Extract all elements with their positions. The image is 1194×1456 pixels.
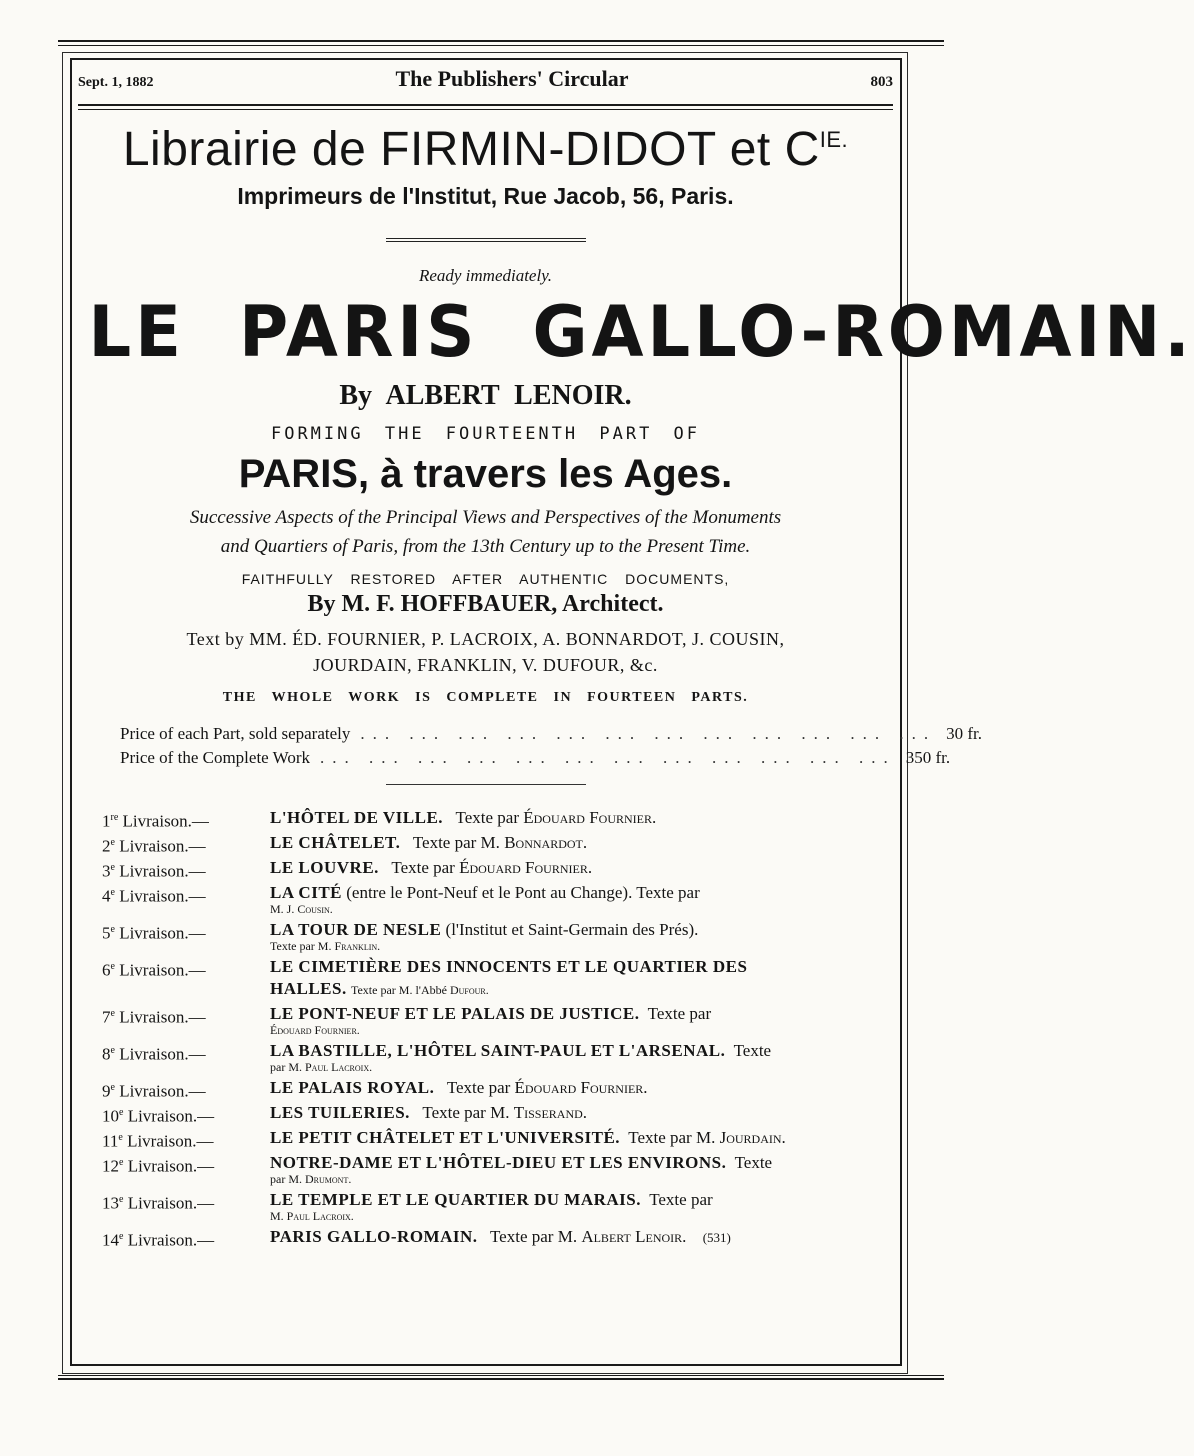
- livraison-text: Texte par M.: [628, 1127, 716, 1147]
- series-note: FORMING THE FOURTEENTH PART OF: [270, 423, 701, 444]
- livraison-item: [78, 919, 893, 953]
- livraison-item: [78, 1152, 893, 1186]
- livraison-item: [78, 857, 893, 879]
- livraison-title: LA CITÉ: [270, 882, 342, 902]
- livraison-text: Texte par: [391, 857, 455, 877]
- livraison-title: LA BASTILLE, L'HÔTEL SAINT-PAUL ET L'ARSENAL.: [270, 1040, 726, 1060]
- livraison-author-line: Texte par M. Franklin.: [270, 938, 381, 953]
- livraison-author: Édouard Fournier.: [514, 1077, 648, 1097]
- livraison-item: [78, 1077, 893, 1099]
- livraison-item: [78, 807, 893, 829]
- top-border-rule: [58, 40, 944, 48]
- livraison-number: 3e Livraison.—: [102, 861, 206, 881]
- livraison-item: [78, 1003, 893, 1037]
- price-value: 350 fr.: [905, 747, 951, 767]
- livraison-text: Texte par: [649, 1189, 713, 1209]
- reference-number: (531): [702, 1229, 731, 1245]
- livraison-item: [78, 956, 893, 1000]
- livraison-number: 12e Livraison.—: [102, 1156, 215, 1176]
- leader-dots: [350, 722, 946, 746]
- header-double-rule: [78, 104, 893, 110]
- livraison-text: Texte par: [455, 807, 519, 827]
- livraison-title: LE PETIT CHÂTELET ET L'UNIVERSITÉ.: [270, 1127, 621, 1147]
- livraison-author-line: Texte par M. l'Abbé Dufour.: [350, 982, 489, 997]
- completion-note: THE WHOLE WORK IS COMPLETE IN FOURTEEN PARTS.: [222, 689, 749, 705]
- book-title: LE PARIS GALLO-ROMAIN.: [88, 291, 1194, 373]
- separator-rule: [386, 784, 586, 785]
- price-label: Price of each Part, sold separately: [120, 723, 351, 743]
- advertisement-page: [78, 66, 1194, 1252]
- livraison-text: Texte par: [446, 1077, 511, 1097]
- livraison-number: 11e Livraison.—: [102, 1131, 214, 1151]
- livraison-title: LE CHÂTELET.: [270, 832, 401, 852]
- page-number: 803: [870, 74, 893, 90]
- book-author: By ALBERT LENOIR.: [339, 379, 632, 411]
- livraison-author: Jourdain.: [719, 1127, 786, 1147]
- subtitle-line: and Quartiers of Paris, from the 13th Century up to the Present Time.: [220, 535, 751, 557]
- livraison-number: 4e Livraison.—: [102, 886, 206, 906]
- livraison-title: LE LOUVRE.: [270, 857, 379, 877]
- series-title: PARIS, à travers les Ages.: [238, 451, 733, 496]
- livraison-item: [78, 1040, 893, 1074]
- livraison-number: 2e Livraison.—: [102, 836, 206, 856]
- separator-rule: [386, 238, 586, 242]
- livraison-text: Texte: [734, 1152, 773, 1172]
- livraison-item: [78, 1226, 893, 1249]
- publisher-name: [78, 122, 893, 177]
- livraison-author: Bonnardot.: [504, 832, 588, 852]
- text-authors-line: JOURDAIN, FRANKLIN, V. DUFOUR, &c.: [313, 654, 658, 675]
- livraison-item: [78, 1127, 893, 1149]
- livraison-author-line: par M. Drumont.: [270, 1171, 352, 1186]
- restoration-note: FAITHFULLY RESTORED AFTER AUTHENTIC DOCUMENTS,: [241, 570, 730, 587]
- price-value: 30 fr.: [946, 723, 982, 743]
- livraison-text: (entre le Pont-Neuf et le Pont au Change). Texte par: [346, 882, 700, 902]
- livraison-title: LE PONT-NEUF ET LE PALAIS DE JUSTICE.: [270, 1003, 640, 1023]
- text-authors: [78, 626, 893, 678]
- availability-notice: Ready immediately.: [418, 266, 553, 285]
- price-label: Price of the Complete Work: [120, 747, 310, 767]
- livraison-number: 7e Livraison.—: [102, 1007, 206, 1027]
- livraison-title-continued: HALLES.: [270, 978, 347, 998]
- livraison-title: LE CIMETIÈRE DES INNOCENTS ET LE QUARTIER DES: [270, 956, 748, 976]
- livraison-number: 10e Livraison.—: [102, 1106, 215, 1126]
- livraison-author-line: M. Paul Lacroix.: [270, 1208, 354, 1223]
- publisher-name-text: Librairie de FIRMIN-DIDOT et C: [122, 123, 820, 176]
- publisher-name-superscript: IE.: [819, 127, 849, 152]
- price-row: [120, 746, 951, 770]
- livraison-list: [78, 807, 893, 1249]
- livraison-number: 8e Livraison.—: [102, 1044, 206, 1064]
- livraison-number: 13e Livraison.—: [102, 1193, 215, 1213]
- livraison-title: L'HÔTEL DE VILLE.: [270, 807, 444, 827]
- livraison-text: Texte par: [647, 1003, 712, 1023]
- livraison-text: Texte par M.: [422, 1102, 510, 1122]
- livraison-number: 14e Livraison.—: [102, 1230, 215, 1250]
- livraison-number: 6e Livraison.—: [102, 960, 206, 980]
- livraison-author-line: Édouard Fournier.: [270, 1022, 360, 1037]
- livraison-text: (l'Institut et Saint-Germain des Prés).: [445, 919, 699, 939]
- livraison-title: LE TEMPLE ET LE QUARTIER DU MARAIS.: [270, 1189, 641, 1209]
- series-subtitle: [78, 503, 893, 561]
- subtitle-line: Successive Aspects of the Principal Views and Perspectives of the Monuments: [189, 506, 782, 528]
- livraison-title: NOTRE-DAME ET L'HÔTEL-DIEU ET LES ENVIRONS.: [270, 1152, 727, 1172]
- livraison-author-line: M. J. Cousin.: [270, 901, 333, 916]
- livraison-title: LES TUILERIES.: [270, 1102, 410, 1122]
- architect-credit: By M. F. HOFFBAUER, Architect.: [307, 590, 664, 617]
- livraison-text: Texte par M.: [489, 1226, 578, 1246]
- bottom-border-rule: [58, 1375, 944, 1381]
- livraison-item: [78, 882, 893, 916]
- livraison-author-line: par M. Paul Lacroix.: [270, 1059, 373, 1074]
- livraison-number: 5e Livraison.—: [102, 923, 206, 943]
- livraison-item: [78, 832, 893, 854]
- livraison-title: PARIS GALLO-ROMAIN.: [270, 1226, 478, 1246]
- livraison-title: LE PALAIS ROYAL.: [270, 1077, 435, 1097]
- livraison-text: Texte par M.: [412, 832, 500, 852]
- price-list: [120, 722, 982, 770]
- livraison-author: Tisserand.: [513, 1102, 588, 1122]
- livraison-author: Édouard Fournier.: [459, 857, 593, 877]
- livraison-title: LA TOUR DE NESLE: [270, 919, 442, 939]
- livraison-text: Texte: [733, 1040, 772, 1060]
- issue-date: Sept. 1, 1882: [78, 75, 154, 90]
- livraison-author: Albert Lenoir.: [581, 1226, 687, 1246]
- livraison-author: Édouard Fournier.: [523, 807, 657, 827]
- text-authors-line: Text by MM. ÉD. FOURNIER, P. LACROIX, A. BONNARDOT, J. COUSIN,: [186, 628, 785, 649]
- livraison-number: 9e Livraison.—: [102, 1081, 206, 1101]
- leader-dots: [310, 746, 906, 770]
- livraison-item: [78, 1189, 893, 1223]
- periodical-title: The Publishers' Circular: [395, 66, 629, 91]
- publisher-address: Imprimeurs de l'Institut, Rue Jacob, 56, Paris.: [237, 183, 734, 209]
- running-head: [78, 66, 893, 102]
- livraison-number: 1re Livraison.—: [102, 811, 209, 831]
- livraison-item: [78, 1102, 893, 1124]
- price-row: [120, 722, 982, 746]
